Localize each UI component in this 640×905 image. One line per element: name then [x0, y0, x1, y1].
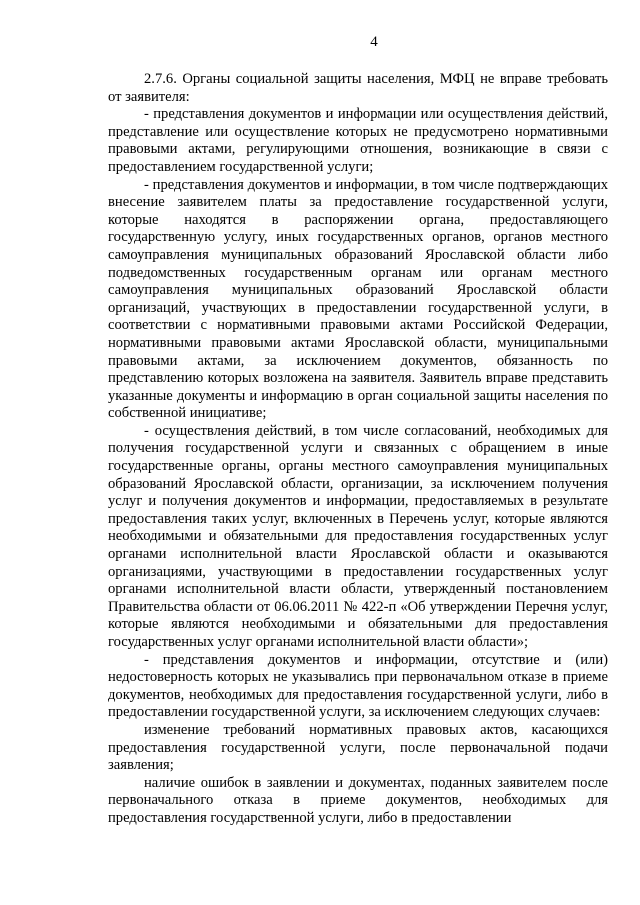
- document-body: [108, 71, 608, 828]
- paragraph-case-errors: наличие ошибок в заявлении и документах, поданных заявителем после первоначального отказа в приеме документов, необходимых для предоставления государственной услуги, либо в предоставлении: [108, 774, 608, 826]
- paragraph-item-documents-information: - представления документов и информации, в том числе подтверждающих внесение заявителем платы за предоставление государственной услуги, которые находятся в распоряжении органа, предоставляющего государственную услугу, иных государственных органов, органов местного самоуправления муниципальных образований Ярославской области либо подведомственных государственным органам или органам местного самоуправления муниципальных образований Ярославской области организаций, участвующих в предоставлении государственной услуги, в соответствии с нормативными правовыми актами Российской Федерации, нормативными правовыми актами Ярославской области, муниципальными правовыми актами, за исключением документов, обязанность по представлению которых возложена на заявителя. Заявитель вправе представить указанные документы и информацию в орган социальной защиты населения по собственной инициативе;: [108, 176, 608, 422]
- paragraph-item-approvals: - осуществления действий, в том числе согласований, необходимых для получения государственной услуги и связанных с обращением в иные государственные органы, органы местного самоуправления муниципальных образований Ярославской области, организации, за исключением получения услуг и получения документов и информации, предоставляемых в результате предоставления таких услуг, включенных в Перечень услуг, которые являются необходимыми и обязательными для предоставления государственных услуг органами исполнительной власти Ярославской области и оказываются организациями, участвующими в предоставлении государственных услуг органами исполнительной власти области, утвержденный постановлением Правительства области от 06.06.2011 № 422-п «Об утверждении Перечня услуг, которые являются необходимыми и обязательными для предоставления государственных услуг органами исполнительной власти области»;: [108, 422, 608, 650]
- paragraph-item-documents-actions: - представления документов и информации или осуществления действий, представление или осуществление которых не предусмотрено нормативными правовыми актами, регулирующими отношения, возникающие в связи с предоставлением государственной услуги;: [108, 106, 608, 175]
- paragraph-2-7-6-intro: 2.7.6. Органы социальной защиты населения, МФЦ не вправе требовать от заявителя:: [108, 71, 608, 105]
- paragraph-item-missing-documents: - представления документов и информации, отсутствие и (или) недостоверность которых не указывались при первоначальном отказе в приеме документов, необходимых для предоставления государственной услуги, либо в предоставлении государственной услуги, за исключением следующих случаев:: [108, 651, 608, 721]
- paragraph-case-requirements-change: изменение требований нормативных правовых актов, касающихся предоставления государственной услуги, после первоначальной подачи заявления;: [108, 721, 608, 774]
- page-number: 4: [370, 34, 378, 50]
